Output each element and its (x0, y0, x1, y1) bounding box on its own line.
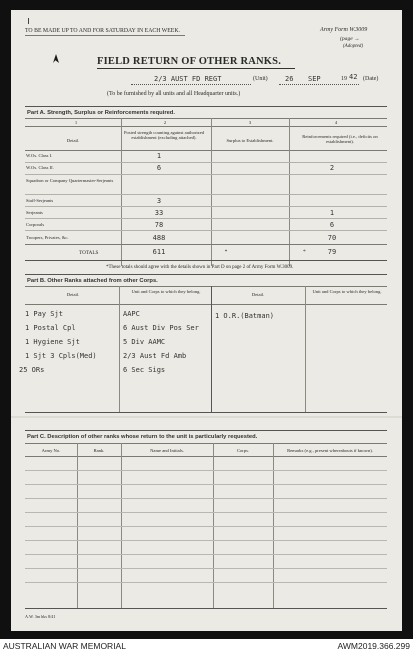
partA-row-reinf: 6 (329, 221, 335, 229)
date-month: SEP (308, 75, 321, 83)
totals-posted: 611 (152, 248, 166, 256)
top-note: TO BE MADE UP TO AND FOR SATURDAY IN EACH WEEK. (25, 28, 180, 34)
partC-row-rule (25, 526, 387, 527)
partC-head-rule (25, 443, 387, 444)
partC-row-rule (25, 582, 387, 583)
partB-col-unit: Unit and Corps to which they belong. (131, 289, 201, 294)
partA-row-rule (25, 230, 387, 231)
partC-col-rank: Rank. (93, 448, 105, 453)
partA-bottom-rule (25, 260, 387, 261)
partB-col-detail: Detail. (251, 292, 265, 297)
partC-col-corps: Corps. (236, 448, 250, 453)
col-num-3: 3 (248, 120, 252, 125)
partB-header-rule (25, 304, 387, 305)
partC-row-rule (25, 568, 387, 569)
totals-reinf: 79 (327, 248, 337, 256)
date-label: (Date) (363, 76, 379, 82)
date-day: 26 (285, 75, 294, 83)
partA-row-label: Corporals (26, 222, 45, 227)
partC-row-rule (25, 498, 387, 499)
form-title: FIELD RETURN OF OTHER RANKS. (97, 56, 282, 67)
partA-row-rule (25, 162, 387, 163)
form-sheet (11, 10, 402, 631)
partC-row-rule (25, 554, 387, 555)
partA-row-rule (25, 174, 387, 175)
partA-row-rule (25, 194, 387, 195)
unit-line (131, 84, 251, 85)
form-page: (page → (340, 36, 360, 42)
partB-detail: 1 Pay Sjt (25, 310, 63, 318)
partB-vline-2 (211, 286, 212, 412)
partB-detail: 1 Sjt 3 Cpls(Med) (25, 352, 97, 360)
partA-row-posted: 6 (156, 164, 162, 172)
partA-top-rule (25, 106, 387, 107)
partB-detail: 1 Hygiene Sjt (25, 338, 80, 346)
top-note-underline (25, 35, 185, 36)
partB-head-rule (25, 286, 387, 287)
col-num-4: 4 (334, 120, 338, 125)
partA-row-label: Staff-Serjeants (26, 198, 54, 203)
partB-col-unit: Unit and Corps to which they belong. (312, 289, 382, 294)
partC-top-rule (25, 430, 387, 431)
col-detail-header: Detail. (66, 138, 80, 143)
date-year: 42 (349, 73, 358, 81)
partC-col-army-no: Army No. (41, 448, 61, 453)
footer-catalogue-id: AWM2019.366.299 (337, 641, 410, 651)
partB-detail: 1 Postal Cpl (25, 324, 76, 332)
col-num-1: 1 (74, 120, 78, 125)
partA-row-posted: 1 (156, 152, 162, 160)
partB-unit: 2/3 Aust Fd Amb (123, 352, 187, 360)
partA-row-reinf: 70 (327, 234, 337, 242)
partA-head-rule (25, 118, 387, 119)
partC-col-remarks: Remarks (e.g., present whereabouts if known). (287, 448, 373, 453)
partA-note: *These totals should agree with the details shown in Part D on page 2 of Army Form W.3009. (106, 265, 294, 270)
title-underline (97, 68, 295, 69)
partC-row-rule (25, 484, 387, 485)
paper-fold (11, 416, 402, 418)
partC-row-rule (25, 540, 387, 541)
partC-row-rule (25, 470, 387, 471)
unit-value: 2/3 AUST FD REGT (154, 75, 222, 83)
partA-row-label: W.Os. Class I. (26, 153, 53, 158)
form-number: Army Form W.3009 (320, 27, 368, 33)
footer-institution: AUSTRALIAN WAR MEMORIAL (3, 641, 126, 651)
partA-row-posted: 78 (154, 221, 164, 229)
printer-mark: A.W. 3m bks 8/41 (25, 614, 56, 619)
col-reinf-header: Reinforcements required (i.e., deficits on establishment). (302, 134, 378, 144)
col-num-2: 2 (163, 120, 167, 125)
col-surplus-header: Surplus to Establishment. (226, 138, 274, 143)
partB-top-rule (25, 274, 387, 275)
subtitle: (To be furnished by all units and all Headquarter units.) (107, 91, 241, 97)
corner-mark (53, 54, 59, 63)
archive-footer (0, 639, 413, 653)
partA-num-rule (25, 126, 387, 127)
partA-row-label: Serjeants (26, 210, 43, 215)
partB-vline-3 (305, 286, 306, 412)
partA-row-posted: 33 (154, 209, 164, 217)
totals-surplus: * (224, 249, 228, 255)
partA-row-reinf: 1 (329, 209, 335, 217)
partA-header-rule (25, 150, 387, 151)
partA-heading: Part A. Strength, Surplus or Reinforcements required. (27, 110, 175, 116)
partA-row-label: Troopers, Privates, &c. (26, 235, 69, 240)
col-posted-header: Posted strength counting against authorized establishment (excluding attached). (123, 130, 205, 140)
partC-col-name: Name and Initials. (150, 448, 184, 453)
partC-bottom-rule (25, 608, 387, 609)
partB-detail: 25 ORs (19, 366, 45, 374)
unit-label: (Unit) (253, 76, 268, 82)
partC-header-rule (25, 456, 387, 457)
totals-label: TOTALS (79, 250, 99, 256)
adopted-note: (Adopted) (343, 44, 363, 49)
partB-col-detail: Detail. (66, 292, 80, 297)
partB-heading: Part B. Other Ranks attached from other Corps. (27, 278, 158, 284)
totals-reinf-star: * (303, 249, 306, 255)
partA-row-label: Squadron or Company Quartermaster-Serjeants (26, 178, 114, 183)
partB-unit: 6 Sec Sigs (123, 366, 166, 374)
partB-vline-1 (119, 286, 120, 412)
tick-mark (28, 18, 29, 24)
partB-bottom-rule (25, 412, 387, 413)
partA-row-rule (25, 218, 387, 219)
partC-row-rule (25, 512, 387, 513)
partA-totals-rule (25, 244, 387, 245)
partB-unit: AAPC (123, 310, 140, 318)
partB-unit: 5 Div AAMC (123, 338, 166, 346)
date-line (279, 84, 359, 85)
partB-unit: 6 Aust Div Pos Ser (123, 324, 199, 332)
partA-row-rule (25, 206, 387, 207)
date-year-prefix: 19 (341, 76, 347, 82)
partA-row-label: W.Os. Class II. (26, 165, 54, 170)
partA-row-posted: 3 (156, 197, 162, 205)
partB-right-detail: 1 O.R.(Batman) (215, 312, 275, 320)
partA-row-reinf: 2 (329, 164, 335, 172)
partC-heading: Part C. Description of other ranks whose return to the unit is particularly requested. (27, 434, 258, 440)
partA-row-posted: 488 (152, 234, 166, 242)
